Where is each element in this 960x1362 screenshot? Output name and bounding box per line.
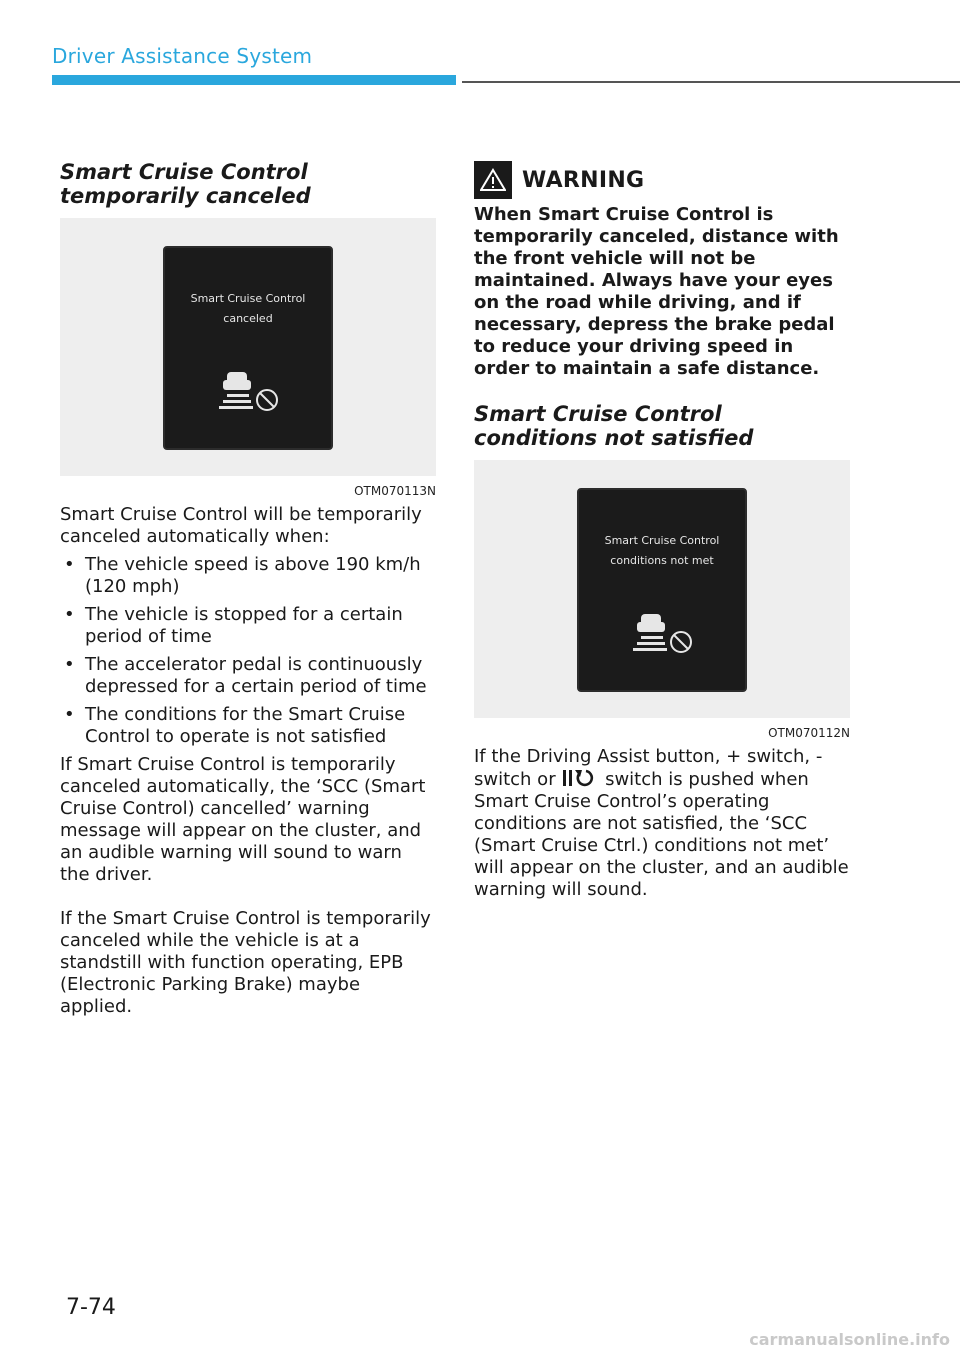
epb-paragraph: If the Smart Cruise Control is temporarily canceled while the vehicle is at a standstill with function operating, EPB (Electronic Parking Brake) maybe applied. [60,908,431,1017]
page-number: 7-74 [66,1295,116,1320]
cluster-display [163,246,333,450]
list-item: • The accelerator pedal is continuously depressed for a certain period of time [64,654,427,697]
header-rule-accent [52,75,456,85]
display-line-2: conditions not met [610,554,714,567]
display-line-1: Smart Cruise Control [604,534,720,547]
list-item: • The vehicle is stopped for a certain period of time [64,604,403,647]
warning-label: WARNING [522,167,645,193]
display-line-2: canceled [223,312,273,325]
intro-text: Smart Cruise Control will be temporarily canceled automatically when: [60,504,422,547]
display-line-1: Smart Cruise Control [190,292,306,305]
cancel-conditions-list [60,554,436,748]
warning-header [474,160,850,200]
header-title: Driver Assistance System [52,44,313,68]
left-column [60,160,436,1018]
conditions-paragraph: If the Driving Assist button, + switch, - switch or switch is pushed when Smart Cruise Control’s operating conditions are not satisfied, the ‘SCC (Smart Cruise Ctrl.) conditions not met’ will appear on the cluster, and an audible warning will sound. [474,746,849,900]
figure-scc-conditions [474,460,850,718]
cluster-display [577,488,747,692]
right-column [474,160,850,901]
warning-text: When Smart Cruise Control is temporarily canceled, distance with the front vehicle will not be maintained. Always have your eyes on the road while driving, and if necessary, depress the brake pedal to reduce your driving speed in order to maintain a safe distance. [474,204,839,379]
header-rule [462,81,960,83]
scc-car-icon [633,608,703,658]
section-title-conditions: Smart Cruise Control conditions not satisfied [474,402,754,450]
list-item: • The vehicle speed is above 190 km/h (120 mph) [64,554,421,597]
pause-resume-switch-icon [561,768,599,788]
section-title-canceled: Smart Cruise Control temporarily canceled [60,160,311,208]
figure-code: OTM070112N [768,726,850,740]
figure-code: OTM070113N [354,484,436,498]
watermark: carmanualsonline.info [749,1330,950,1349]
scc-car-icon [219,366,289,416]
list-item: • The conditions for the Smart Cruise Control to operate is not satisfied [64,704,406,747]
warning-icon [474,161,512,199]
figure-scc-canceled [60,218,436,476]
cancel-message-paragraph: If Smart Cruise Control is temporarily canceled automatically, the ‘SCC (Smart Cruise Control) cancelled’ warning message will appear on the cluster, and an audible warning will sound to warn the driver. [60,754,426,885]
